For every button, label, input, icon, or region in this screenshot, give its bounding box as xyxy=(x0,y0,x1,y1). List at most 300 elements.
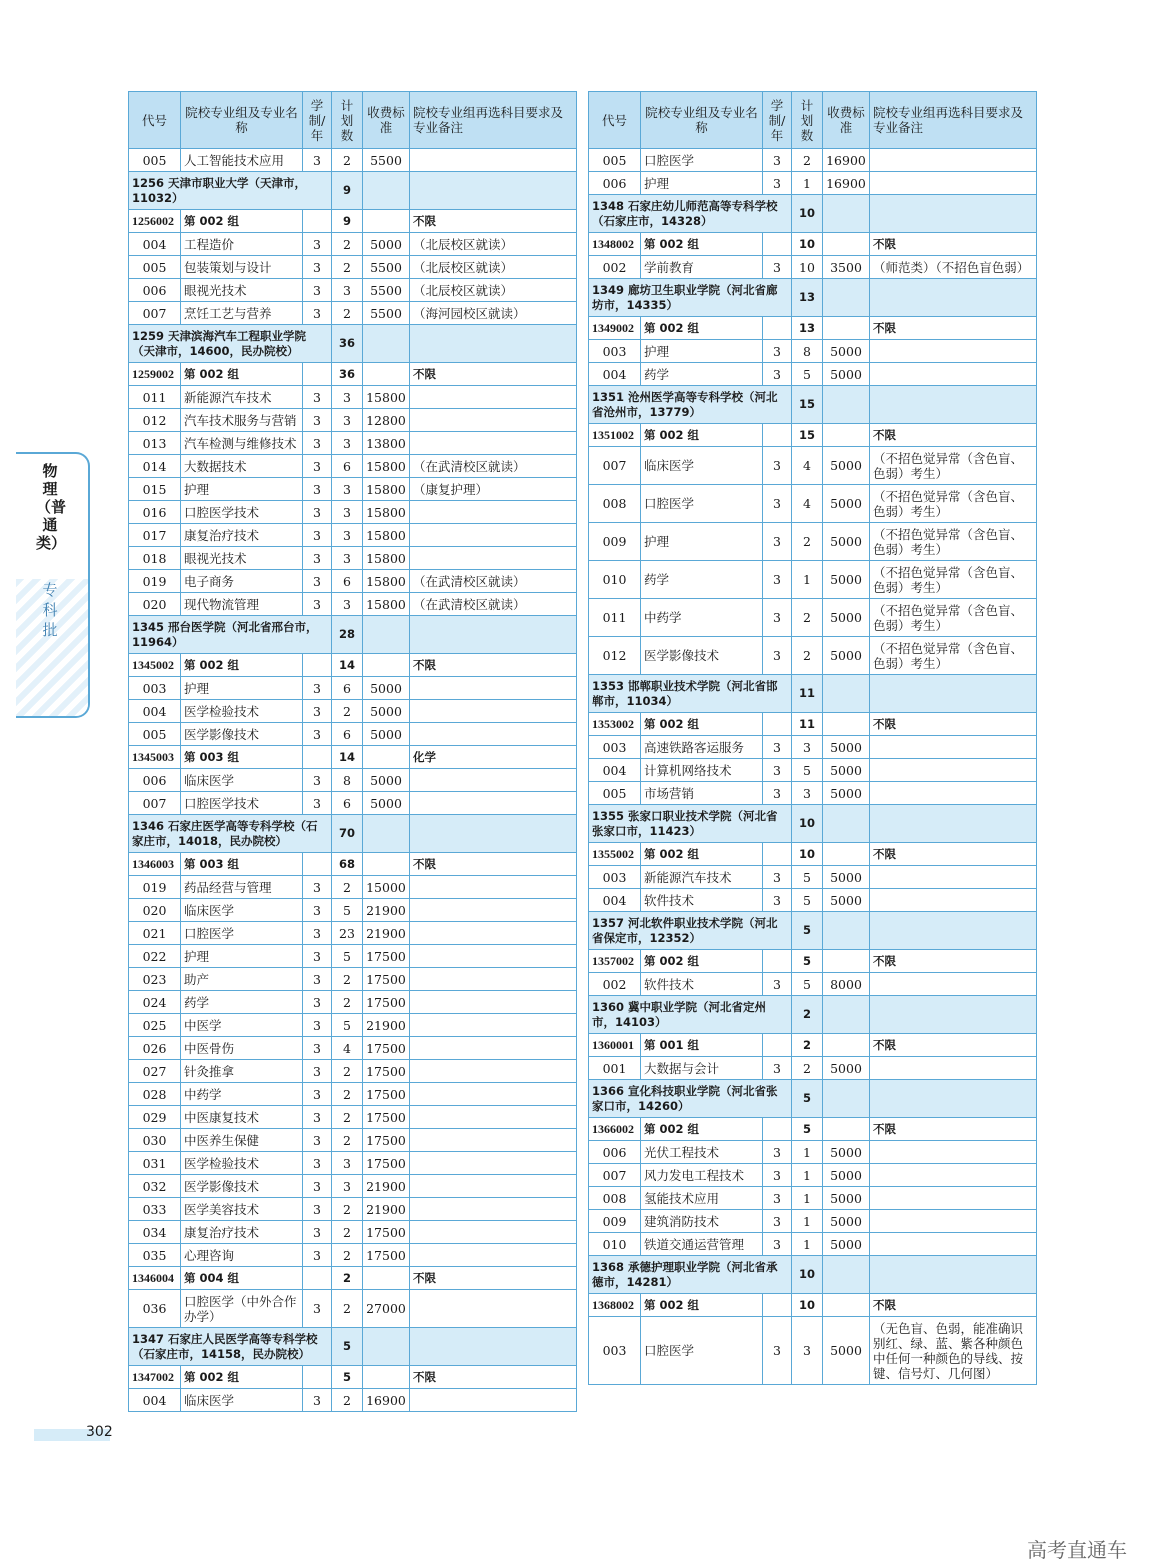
table-row xyxy=(589,256,1037,279)
group-requirement: 不限 xyxy=(870,843,1037,866)
group-years-cell xyxy=(763,233,792,256)
group-years-cell xyxy=(303,746,332,769)
major-name: 口腔医学 xyxy=(641,485,763,523)
major-code: 017 xyxy=(129,524,181,547)
major-name: 中医养生保健 xyxy=(181,1129,303,1152)
group-plan-count: 11 xyxy=(792,713,823,736)
major-fee: 5000 xyxy=(823,736,870,759)
major-years: 3 xyxy=(763,1164,792,1187)
group-fee-cell xyxy=(363,1366,410,1389)
group-fee-cell xyxy=(823,843,870,866)
major-fee: 5000 xyxy=(363,233,410,256)
major-note xyxy=(410,1175,577,1198)
school-note-cell xyxy=(870,805,1037,843)
major-name: 氢能技术应用 xyxy=(641,1187,763,1210)
col-plan-header: 计划数 xyxy=(792,92,823,149)
table-row xyxy=(589,973,1037,996)
major-fee: 5000 xyxy=(823,866,870,889)
major-fee: 15800 xyxy=(363,501,410,524)
major-plan: 6 xyxy=(332,570,363,593)
group-name: 第 002 组 xyxy=(641,317,763,340)
major-fee: 5000 xyxy=(823,637,870,675)
school-fee-cell xyxy=(823,996,870,1034)
school-note-cell xyxy=(870,386,1037,424)
school-plan-count: 10 xyxy=(792,805,823,843)
major-fee: 17500 xyxy=(363,1129,410,1152)
major-code: 004 xyxy=(129,233,181,256)
table-row xyxy=(129,547,577,570)
major-name: 计算机网络技术 xyxy=(641,759,763,782)
table-row xyxy=(589,340,1037,363)
school-header-row xyxy=(589,1080,1037,1118)
major-name: 市场营销 xyxy=(641,782,763,805)
major-fee: 5000 xyxy=(823,363,870,386)
school-header-row xyxy=(129,325,577,363)
major-years: 3 xyxy=(303,233,332,256)
major-note xyxy=(410,1037,577,1060)
table-row xyxy=(129,1014,577,1037)
major-years: 3 xyxy=(303,279,332,302)
major-note xyxy=(410,547,577,570)
major-note xyxy=(410,1244,577,1267)
school-name: 1368 承德护理职业学院（河北省承德市，14281） xyxy=(589,1256,792,1294)
school-fee-cell xyxy=(363,815,410,853)
major-years: 3 xyxy=(303,593,332,616)
col-fee-header: 收费标准 xyxy=(363,92,410,149)
major-code: 006 xyxy=(129,279,181,302)
major-plan: 3 xyxy=(792,736,823,759)
major-years: 3 xyxy=(303,1014,332,1037)
group-years-cell xyxy=(763,713,792,736)
school-plan-count: 36 xyxy=(332,325,363,363)
school-name: 1256 天津市职业大学（天津市，11032） xyxy=(129,172,332,210)
major-plan: 3 xyxy=(332,1152,363,1175)
major-name: 口腔医学技术 xyxy=(181,501,303,524)
major-years: 3 xyxy=(763,523,792,561)
major-fee: 17500 xyxy=(363,991,410,1014)
major-code: 010 xyxy=(589,561,641,599)
group-name: 第 003 组 xyxy=(181,746,303,769)
table-row xyxy=(129,1060,577,1083)
table-row xyxy=(589,1057,1037,1080)
school-name: 1345 邢台医学院（河北省邢台市，11964） xyxy=(129,616,332,654)
school-note-cell xyxy=(410,1328,577,1366)
major-plan: 2 xyxy=(332,1221,363,1244)
major-note xyxy=(870,1210,1037,1233)
major-plan: 8 xyxy=(332,769,363,792)
table-row xyxy=(129,1129,577,1152)
school-plan-count: 10 xyxy=(792,1256,823,1294)
group-requirement: 不限 xyxy=(870,317,1037,340)
major-fee: 15800 xyxy=(363,524,410,547)
group-row xyxy=(129,654,577,677)
major-years: 3 xyxy=(303,302,332,325)
group-requirement: 不限 xyxy=(870,1034,1037,1057)
admission-table-right xyxy=(588,91,1037,1385)
major-years: 3 xyxy=(303,1106,332,1129)
major-code: 011 xyxy=(589,599,641,637)
major-years: 3 xyxy=(763,889,792,912)
col-code-header: 代号 xyxy=(129,92,181,149)
group-years-cell xyxy=(303,1366,332,1389)
major-years: 3 xyxy=(303,968,332,991)
major-note xyxy=(410,1129,577,1152)
major-plan: 6 xyxy=(332,455,363,478)
school-note-cell xyxy=(410,815,577,853)
major-fee: 15800 xyxy=(363,547,410,570)
major-fee: 21900 xyxy=(363,922,410,945)
major-name: 中医骨伤 xyxy=(181,1037,303,1060)
major-plan: 8 xyxy=(792,340,823,363)
major-years: 3 xyxy=(763,447,792,485)
major-plan: 3 xyxy=(332,547,363,570)
major-fee: 5000 xyxy=(823,889,870,912)
table-row xyxy=(589,149,1037,172)
major-note xyxy=(870,1233,1037,1256)
major-name: 护理 xyxy=(641,523,763,561)
school-plan-count: 10 xyxy=(792,195,823,233)
school-header-row xyxy=(129,616,577,654)
major-note: （在武清校区就读） xyxy=(410,593,577,616)
major-years: 3 xyxy=(303,1129,332,1152)
major-name: 护理 xyxy=(641,340,763,363)
major-plan: 3 xyxy=(332,501,363,524)
major-note: （北辰校区就读） xyxy=(410,233,577,256)
group-plan-count: 68 xyxy=(332,853,363,876)
group-fee-cell xyxy=(823,713,870,736)
school-plan-count: 13 xyxy=(792,279,823,317)
school-fee-cell xyxy=(823,1080,870,1118)
side-tab-main-label: 物理（普通类） xyxy=(36,462,67,552)
major-fee: 15800 xyxy=(363,478,410,501)
school-note-cell xyxy=(870,1256,1037,1294)
major-plan: 5 xyxy=(332,1014,363,1037)
table-row xyxy=(589,759,1037,782)
major-code: 031 xyxy=(129,1152,181,1175)
group-requirement: 不限 xyxy=(410,1267,577,1290)
major-note xyxy=(410,1389,577,1412)
major-note xyxy=(870,363,1037,386)
group-code: 1346003 xyxy=(129,853,181,876)
table-row xyxy=(589,1233,1037,1256)
school-note-cell xyxy=(870,675,1037,713)
major-fee: 16900 xyxy=(363,1389,410,1412)
col-note-header: 院校专业组再选科目要求及专业备注 xyxy=(870,92,1037,149)
major-plan: 4 xyxy=(792,447,823,485)
group-row xyxy=(589,1118,1037,1141)
major-years: 3 xyxy=(303,1037,332,1060)
major-years: 3 xyxy=(303,256,332,279)
group-name: 第 002 组 xyxy=(641,1118,763,1141)
school-name: 1366 宣化科技职业学院（河北省张家口市，14260） xyxy=(589,1080,792,1118)
major-code: 025 xyxy=(129,1014,181,1037)
major-plan: 2 xyxy=(792,637,823,675)
major-code: 006 xyxy=(129,769,181,792)
school-plan-count: 9 xyxy=(332,172,363,210)
major-code: 008 xyxy=(589,485,641,523)
group-fee-cell xyxy=(823,950,870,973)
major-code: 023 xyxy=(129,968,181,991)
major-note xyxy=(870,736,1037,759)
group-fee-cell xyxy=(823,1034,870,1057)
major-name: 医学美容技术 xyxy=(181,1198,303,1221)
major-fee: 5000 xyxy=(823,1187,870,1210)
major-plan: 5 xyxy=(792,889,823,912)
major-code: 006 xyxy=(589,172,641,195)
group-row xyxy=(589,233,1037,256)
major-fee: 16900 xyxy=(823,149,870,172)
major-code: 021 xyxy=(129,922,181,945)
group-code: 1345003 xyxy=(129,746,181,769)
major-name: 口腔医学 xyxy=(641,149,763,172)
major-note xyxy=(870,1187,1037,1210)
major-name: 医学影像技术 xyxy=(181,723,303,746)
major-years: 3 xyxy=(303,1083,332,1106)
col-fee-header: 收费标准 xyxy=(823,92,870,149)
major-code: 005 xyxy=(129,723,181,746)
school-fee-cell xyxy=(363,172,410,210)
table-row xyxy=(129,1389,577,1412)
school-note-cell xyxy=(410,325,577,363)
group-requirement: 不限 xyxy=(870,950,1037,973)
major-fee: 5000 xyxy=(363,700,410,723)
major-code: 006 xyxy=(589,1141,641,1164)
major-plan: 3 xyxy=(332,432,363,455)
group-plan-count: 15 xyxy=(792,424,823,447)
group-plan-count: 9 xyxy=(332,210,363,233)
major-note xyxy=(410,899,577,922)
group-plan-count: 5 xyxy=(792,950,823,973)
major-fee: 21900 xyxy=(363,899,410,922)
major-plan: 5 xyxy=(792,866,823,889)
major-name: 口腔医学 xyxy=(181,922,303,945)
major-note xyxy=(410,968,577,991)
major-fee: 21900 xyxy=(363,1198,410,1221)
major-code: 029 xyxy=(129,1106,181,1129)
major-note: （不招色觉异常（含色盲、色弱）考生） xyxy=(870,447,1037,485)
major-fee: 17500 xyxy=(363,1152,410,1175)
major-plan: 5 xyxy=(332,945,363,968)
group-plan-count: 10 xyxy=(792,1294,823,1317)
major-fee: 17500 xyxy=(363,1083,410,1106)
group-row xyxy=(589,1294,1037,1317)
major-years: 3 xyxy=(303,723,332,746)
major-plan: 3 xyxy=(332,386,363,409)
table-row xyxy=(589,1164,1037,1187)
major-years: 3 xyxy=(303,455,332,478)
major-years: 3 xyxy=(763,1057,792,1080)
major-code: 013 xyxy=(129,432,181,455)
major-years: 3 xyxy=(303,1175,332,1198)
group-requirement: 化学 xyxy=(410,746,577,769)
group-years-cell xyxy=(303,363,332,386)
major-years: 3 xyxy=(763,1210,792,1233)
major-note xyxy=(410,922,577,945)
col-name-header: 院校专业组及专业名称 xyxy=(641,92,763,149)
major-code: 004 xyxy=(589,889,641,912)
group-plan-count: 5 xyxy=(332,1366,363,1389)
major-name: 口腔医学（中外合作办学） xyxy=(181,1290,303,1328)
school-name: 1348 石家庄幼儿师范高等专科学校（石家庄市，14328） xyxy=(589,195,792,233)
major-plan: 5 xyxy=(332,899,363,922)
major-fee: 13800 xyxy=(363,432,410,455)
major-years: 3 xyxy=(303,1389,332,1412)
major-note xyxy=(410,991,577,1014)
major-code: 015 xyxy=(129,478,181,501)
major-note: （不招色觉异常（含色盲、色弱）考生） xyxy=(870,523,1037,561)
group-code: 1259002 xyxy=(129,363,181,386)
major-years: 3 xyxy=(763,340,792,363)
table-row xyxy=(589,1141,1037,1164)
table-row xyxy=(129,700,577,723)
table-row xyxy=(129,279,577,302)
group-fee-cell xyxy=(823,317,870,340)
major-fee: 15800 xyxy=(363,455,410,478)
major-code: 012 xyxy=(129,409,181,432)
major-name: 针灸推拿 xyxy=(181,1060,303,1083)
major-years: 3 xyxy=(763,782,792,805)
group-years-cell xyxy=(763,1118,792,1141)
major-code: 020 xyxy=(129,899,181,922)
group-code: 1360001 xyxy=(589,1034,641,1057)
major-note xyxy=(410,409,577,432)
major-fee: 5000 xyxy=(823,561,870,599)
major-name: 建筑消防技术 xyxy=(641,1210,763,1233)
major-fee: 17500 xyxy=(363,1221,410,1244)
major-plan: 2 xyxy=(332,1129,363,1152)
major-note: （康复护理） xyxy=(410,478,577,501)
school-plan-count: 11 xyxy=(792,675,823,713)
group-name: 第 003 组 xyxy=(181,853,303,876)
group-row xyxy=(129,746,577,769)
group-fee-cell xyxy=(823,424,870,447)
table-row xyxy=(589,1187,1037,1210)
school-name: 1351 沧州医学高等专科学校（河北省沧州市，13779） xyxy=(589,386,792,424)
major-plan: 2 xyxy=(332,991,363,1014)
school-header-row xyxy=(589,912,1037,950)
major-years: 3 xyxy=(303,386,332,409)
major-code: 005 xyxy=(589,782,641,805)
group-name: 第 004 组 xyxy=(181,1267,303,1290)
group-code: 1349002 xyxy=(589,317,641,340)
major-name: 临床医学 xyxy=(641,447,763,485)
major-code: 011 xyxy=(129,386,181,409)
major-note: （在武清校区就读） xyxy=(410,455,577,478)
table-row xyxy=(129,149,577,172)
group-fee-cell xyxy=(363,654,410,677)
school-header-row xyxy=(589,996,1037,1034)
major-code: 005 xyxy=(129,149,181,172)
major-years: 3 xyxy=(303,1244,332,1267)
major-fee: 21900 xyxy=(363,1014,410,1037)
table-row xyxy=(129,1152,577,1175)
table-row xyxy=(129,455,577,478)
major-note xyxy=(410,1014,577,1037)
school-note-cell xyxy=(870,195,1037,233)
school-name: 1349 廊坊卫生职业学院（河北省廊坊市，14335） xyxy=(589,279,792,317)
school-name: 1355 张家口职业技术学院（河北省张家口市，11423） xyxy=(589,805,792,843)
major-note xyxy=(870,1057,1037,1080)
major-years: 3 xyxy=(763,973,792,996)
major-years: 3 xyxy=(303,409,332,432)
major-plan: 1 xyxy=(792,1187,823,1210)
major-plan: 10 xyxy=(792,256,823,279)
major-plan: 6 xyxy=(332,723,363,746)
group-years-cell xyxy=(763,1034,792,1057)
group-plan-count: 10 xyxy=(792,233,823,256)
major-note: （不招色觉异常（含色盲、色弱）考生） xyxy=(870,561,1037,599)
major-plan: 1 xyxy=(792,1233,823,1256)
major-name: 铁道交通运营管理 xyxy=(641,1233,763,1256)
school-fee-cell xyxy=(823,1256,870,1294)
group-name: 第 002 组 xyxy=(181,210,303,233)
major-code: 002 xyxy=(589,973,641,996)
school-header-row xyxy=(589,675,1037,713)
major-years: 3 xyxy=(303,677,332,700)
group-name: 第 002 组 xyxy=(181,654,303,677)
col-note-header: 院校专业组再选科目要求及专业备注 xyxy=(410,92,577,149)
school-plan-count: 15 xyxy=(792,386,823,424)
school-fee-cell xyxy=(363,325,410,363)
major-plan: 2 xyxy=(332,233,363,256)
major-years: 3 xyxy=(303,478,332,501)
major-code: 007 xyxy=(589,1164,641,1187)
major-name: 人工智能技术应用 xyxy=(181,149,303,172)
group-fee-cell xyxy=(363,1267,410,1290)
school-plan-count: 28 xyxy=(332,616,363,654)
major-code: 007 xyxy=(129,792,181,815)
table-body-left xyxy=(129,149,577,1412)
major-years: 3 xyxy=(763,149,792,172)
major-years: 3 xyxy=(763,866,792,889)
group-row xyxy=(589,424,1037,447)
major-plan: 3 xyxy=(332,279,363,302)
major-plan: 2 xyxy=(332,1389,363,1412)
group-requirement: 不限 xyxy=(870,233,1037,256)
group-name: 第 002 组 xyxy=(641,843,763,866)
major-code: 008 xyxy=(589,1187,641,1210)
school-header-row xyxy=(129,172,577,210)
school-plan-count: 5 xyxy=(792,912,823,950)
major-name: 中医康复技术 xyxy=(181,1106,303,1129)
major-note xyxy=(410,1106,577,1129)
major-years: 3 xyxy=(763,637,792,675)
major-code: 033 xyxy=(129,1198,181,1221)
major-code: 014 xyxy=(129,455,181,478)
group-name: 第 002 组 xyxy=(641,950,763,973)
major-fee: 5000 xyxy=(823,1164,870,1187)
major-code: 003 xyxy=(589,866,641,889)
major-note: （师范类）（不招色盲色弱） xyxy=(870,256,1037,279)
group-row xyxy=(129,853,577,876)
major-plan: 2 xyxy=(792,1057,823,1080)
major-note xyxy=(410,1221,577,1244)
major-name: 康复治疗技术 xyxy=(181,1221,303,1244)
major-code: 005 xyxy=(589,149,641,172)
table-row xyxy=(129,876,577,899)
group-plan-count: 13 xyxy=(792,317,823,340)
group-row xyxy=(589,1034,1037,1057)
school-header-row xyxy=(589,386,1037,424)
major-fee: 5000 xyxy=(823,1210,870,1233)
group-name: 第 002 组 xyxy=(181,1366,303,1389)
major-plan: 23 xyxy=(332,922,363,945)
major-code: 027 xyxy=(129,1060,181,1083)
table-row xyxy=(129,677,577,700)
major-note xyxy=(410,792,577,815)
watermark: 高考直通车 xyxy=(1027,1538,1127,1562)
table-row xyxy=(129,1106,577,1129)
